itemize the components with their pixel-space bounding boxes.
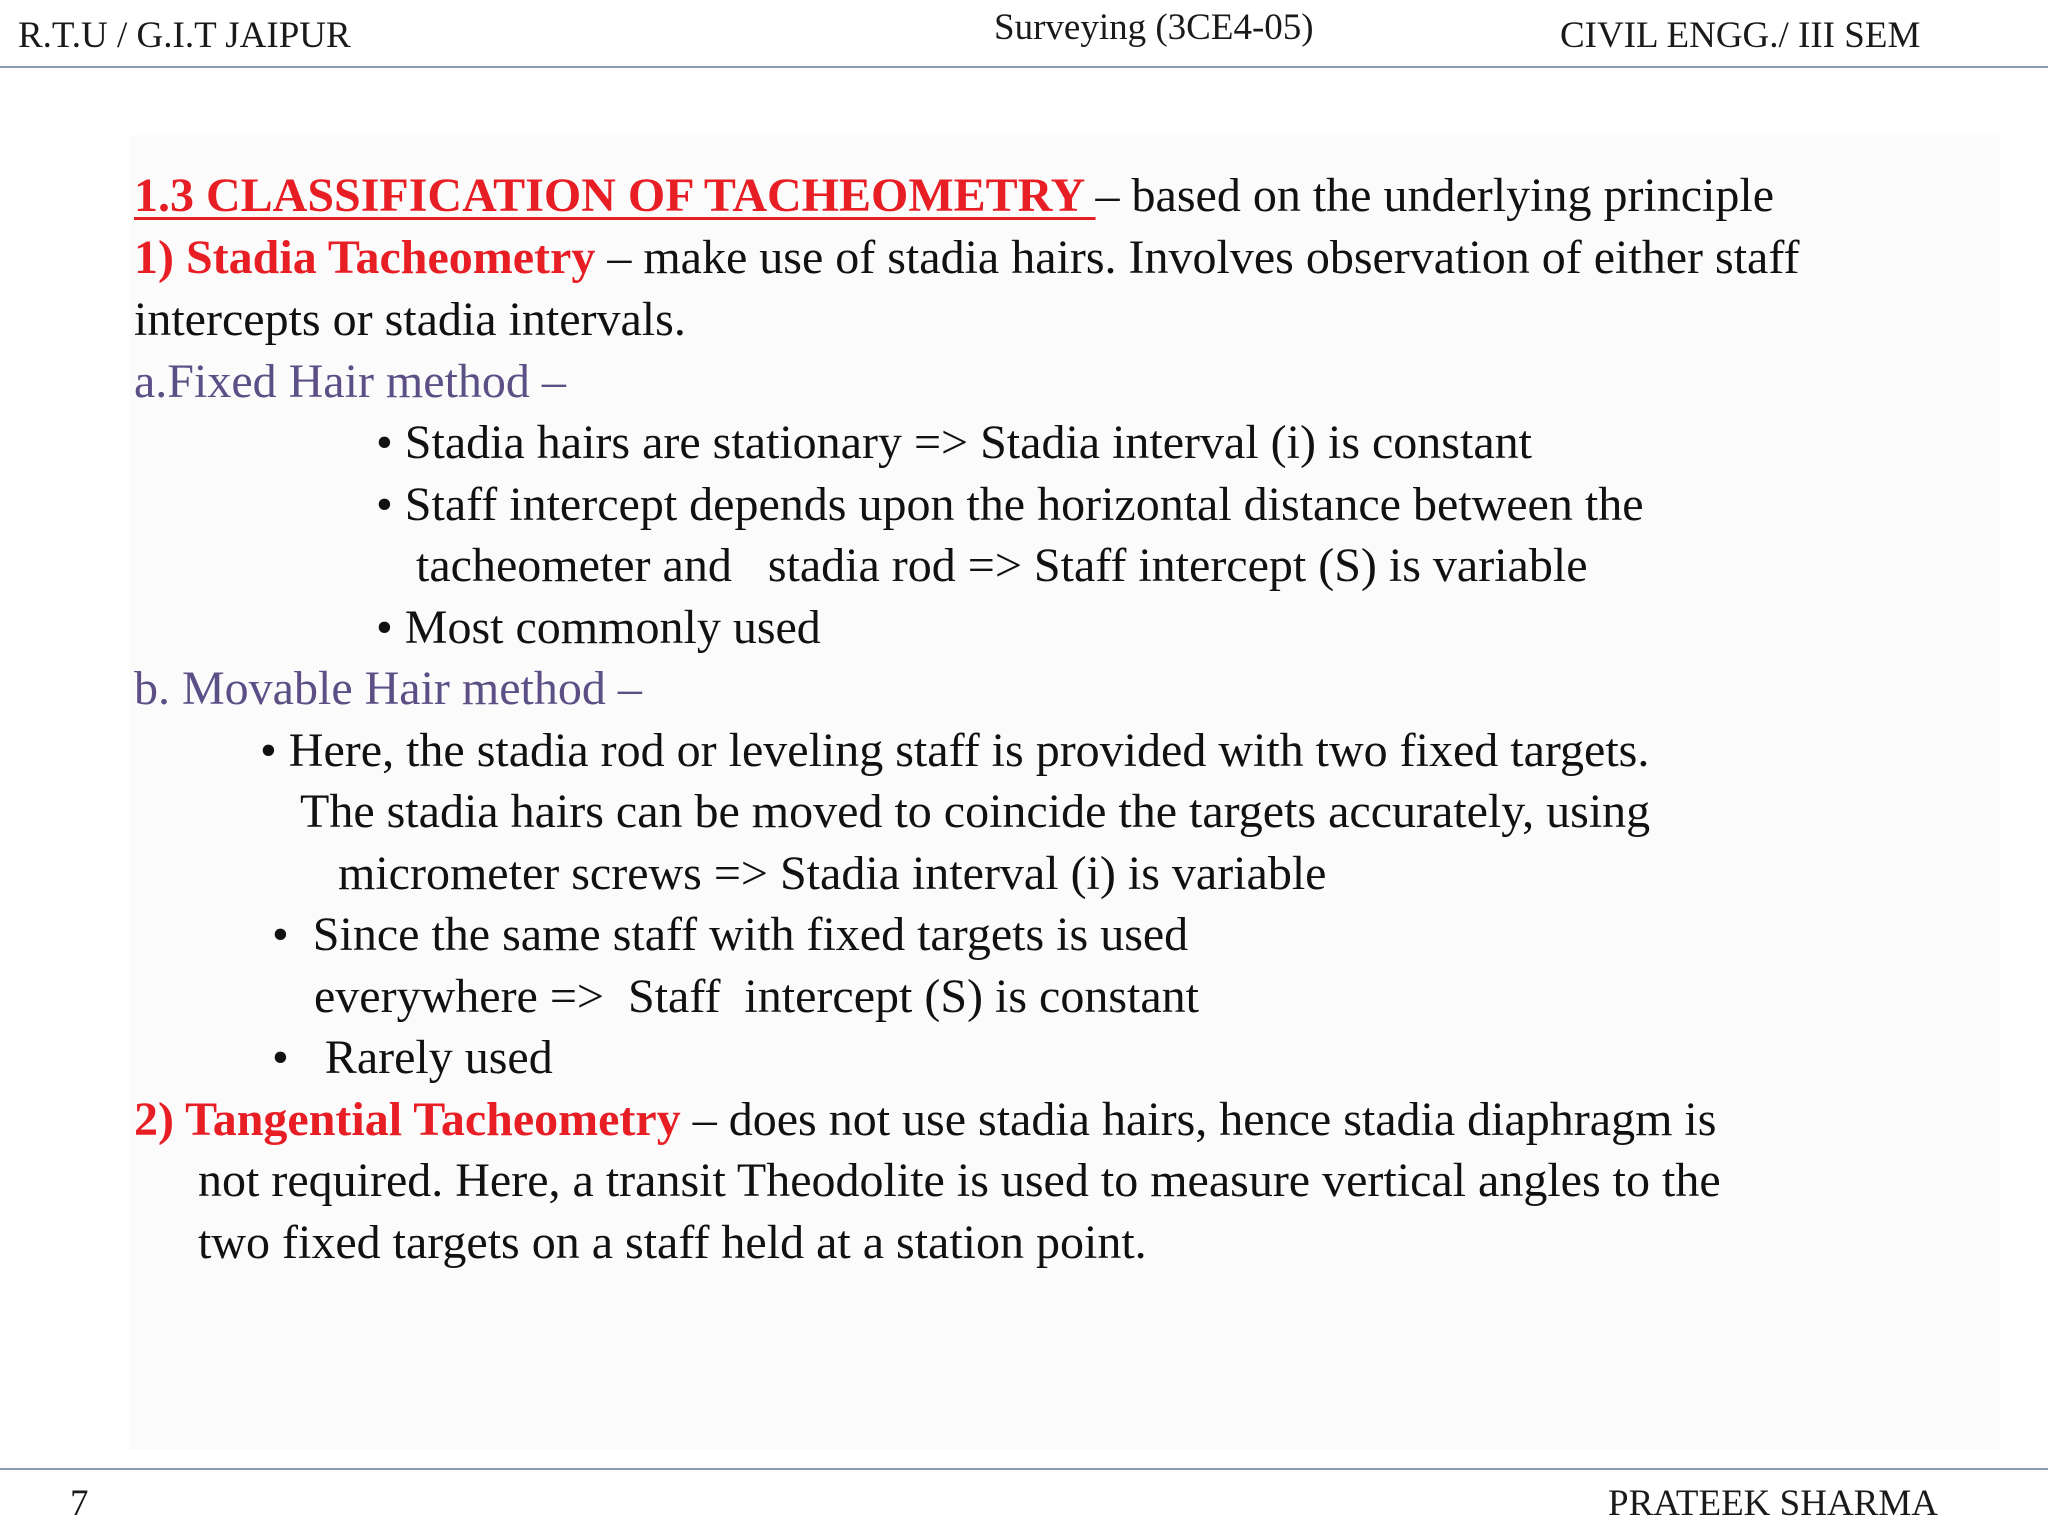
tangential-heading: 2) Tangential Tacheometry [134,1093,681,1146]
tangential-line-3: two fixed targets on a staff held at a station point. [198,1216,1147,1269]
section-title-subtitle: – based on the underlying principle [1095,169,1775,222]
fixed-bullet-2b: tacheometer and stadia rod => Staff intercept (S) is variable [416,539,1588,592]
header-course: CIVIL ENGG./ III SEM [1560,15,1921,56]
fixed-bullet-3: • Most commonly used [376,601,821,654]
tangential-line-1 [134,1090,1716,1150]
movable-bullet-1b: The stadia hairs can be moved to coincide the targets accurately, using [300,785,1651,838]
author-name: PRATEEK SHARMA [1608,1483,1938,1524]
stadia-line-2: intercepts or stadia intervals. [134,293,686,346]
fixed-bullet-1: • Stadia hairs are stationary => Stadia interval (i) is constant [376,416,1532,469]
section-title-line [134,166,1774,226]
fixed-bullet-2a: • Staff intercept depends upon the horizontal distance between the [376,478,1644,531]
movable-bullet-1c: micrometer screws => Stadia interval (i) is variable [338,847,1327,900]
tangential-line-2: not required. Here, a transit Theodolite is used to measure vertical angles to the [198,1154,1721,1207]
header-institution: R.T.U / G.I.T JAIPUR [18,15,351,56]
stadia-desc-1: – make use of stadia hairs. Involves observation of either staff [595,231,1800,284]
movable-bullet-2a: • Since the same staff with fixed targets is used [272,908,1189,961]
header-subject: Surveying (3CE4-05) [994,7,1314,48]
stadia-heading: 1) Stadia Tacheometry [134,231,596,284]
tangential-desc-1: – does not use stadia hairs, hence stadia diaphragm is [680,1093,1717,1146]
footer-divider [0,1468,2048,1470]
movable-hair-heading: b. Movable Hair method – [134,662,642,715]
stadia-line-1 [134,228,1799,288]
section-title: 1.3 CLASSIFICATION OF TACHEOMETRY [134,169,1096,222]
movable-bullet-2b: everywhere => Staff intercept (S) is constant [314,970,1199,1023]
movable-bullet-3: • Rarely used [272,1031,553,1084]
page-number: 7 [70,1483,89,1524]
movable-bullet-1a: • Here, the stadia rod or leveling staff is provided with two fixed targets. [260,724,1650,777]
fixed-hair-heading: a.Fixed Hair method – [134,355,566,408]
header-divider [0,66,2048,68]
